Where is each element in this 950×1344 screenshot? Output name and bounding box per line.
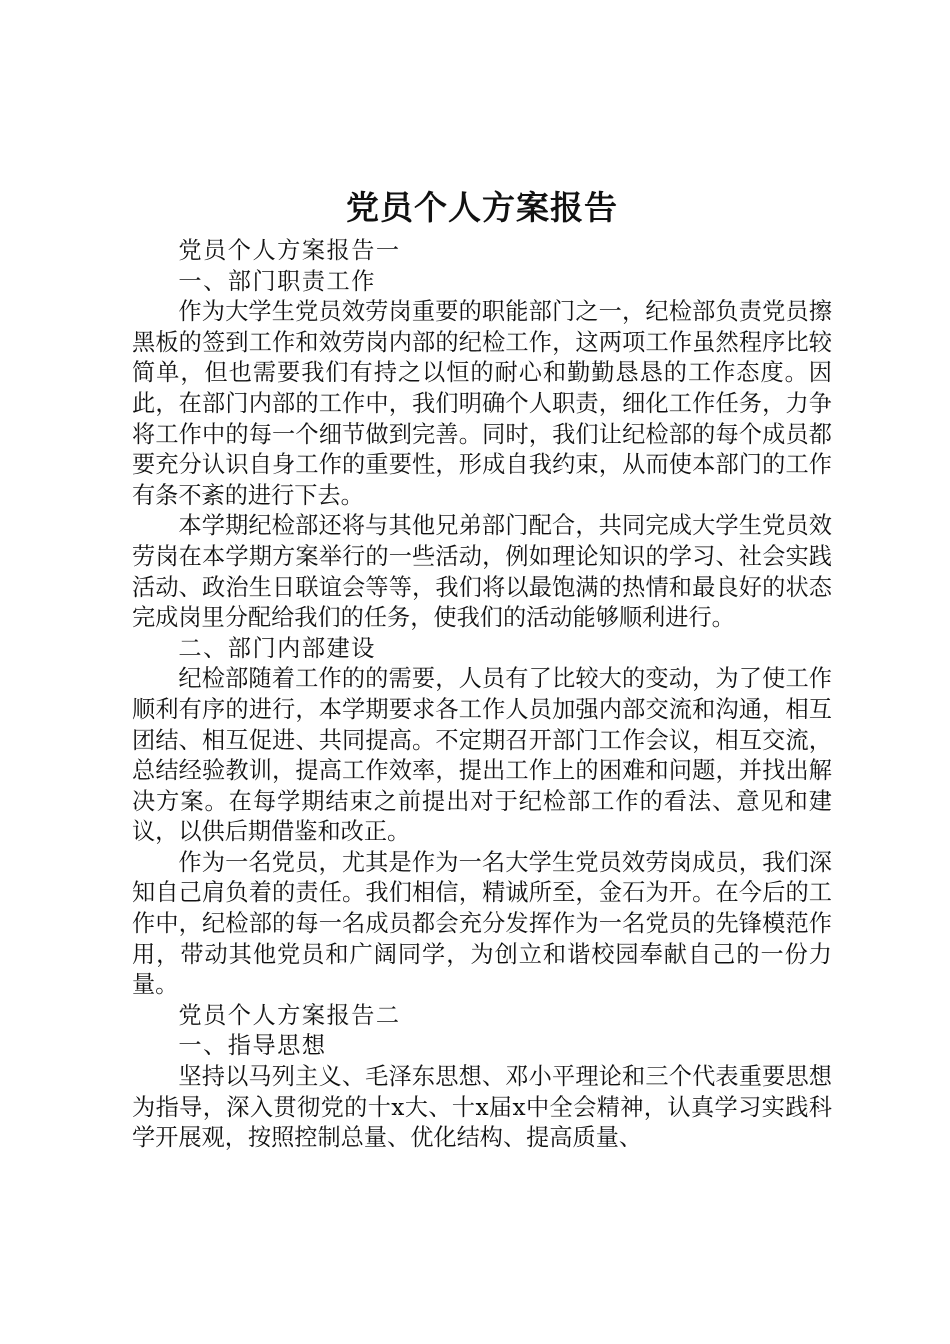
subheading-department-duties: 一、部门职责工作	[178, 267, 376, 295]
paragraph-guiding-1: 坚持以马列主义、毛泽东思想、邓小平理论和三个代表重要思想为指导，深入贯彻党的十x大、十x届x中全会精神，认真学习实践科学开展观，按照控制总量、优化结构、提高质量、	[132, 1063, 832, 1152]
subheading-guiding-ideology: 一、指导思想	[178, 1032, 327, 1060]
section-title-report-one: 党员个人方案报告一	[178, 237, 401, 264]
document-page	[132, 180, 832, 1154]
paragraph-duties-1: 作为大学生党员效劳岗重要的职能部门之一，纪检部负责党员擦黑板的签到工作和效劳岗内部的纪检工作，这两项工作虽然程序比较简单，但也需要我们有持之以恒的耐心和勤勤恳恳的工作态度。因此，在部门内部的工作中，我们明确个人职责，细化工作任务，力争将工作中的每一个细节做到完善。同时，我们让纪检部的每个成员都要充分认识自身工作的重要性，形成自我约束，从而使本部门的工作有条不紊的进行下去。	[132, 298, 832, 509]
document-title: 党员个人方案报告	[346, 188, 618, 227]
paragraph-internal-2: 作为一名党员，尤其是作为一名大学生党员效劳岗成员，我们深知自己肩负着的责任。我们相信，精诚所至，金石为开。在今后的工作中，纪检部的每一名成员都会充分发挥作为一名党员的先锋模范作用，带动其他党员和广阔同学，为创立和谐校园奉献自己的一份力量。	[132, 848, 832, 999]
paragraph-duties-2: 本学期纪检部还将与其他兄弟部门配合，共同完成大学生党员效劳岗在本学期方案举行的一些活动，例如理论知识的学习、社会实践活动、政治生日联谊会等等，我们将以最饱满的热情和最良好的状态完成岗里分配给我们的任务，使我们的活动能够顺利进行。	[132, 512, 832, 632]
subheading-internal-building: 二、部门内部建设	[178, 634, 376, 662]
paragraph-internal-1: 纪检部随着工作的的需要，人员有了比较大的变动，为了使工作顺利有序的进行，本学期要求各工作人员加强内部交流和沟通，相互团结、相互促进、共同提高。不定期召开部门工作会议，相互交流，总结经验教训，提高工作效率，提出工作上的困难和问题，并找出解决方案。在每学期结束之前提出对于纪检部工作的看法、意见和建议，以供后期借鉴和改正。	[132, 665, 832, 846]
section-title-report-two: 党员个人方案报告二	[178, 1001, 401, 1029]
